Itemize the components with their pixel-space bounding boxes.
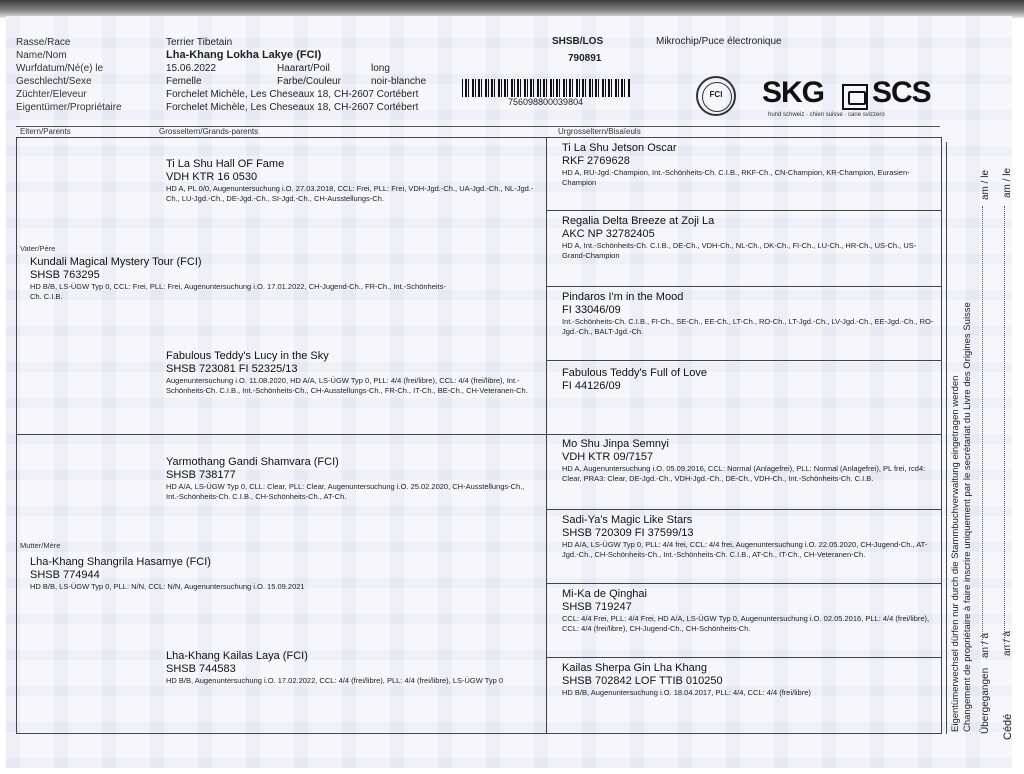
fci-logo-text: FCI	[709, 90, 723, 99]
divider-gg-3	[546, 360, 942, 361]
great-grandparent-tags: HD A, Augenuntersuchung i.O. 05.09.2016, CCL: Normal (Anlagefrei), PLL: Normal (Anlagefrei), PL frei, rcd4: Clear, PRA3: Clear, DE-Jgd.-Ch., VDH-Jgd.-Ch., DE-Ch., VDH-Ch., Int.-Schönheits-Ch. C.I.B.	[562, 464, 926, 483]
grandparent-reg: SHSB 738177	[166, 469, 236, 481]
grandparent-reg: SHSB 723081 FI 52325/13	[166, 363, 298, 375]
role-dam: Mutter/Mère	[20, 541, 61, 550]
label-breed: Rasse/Race	[16, 37, 71, 48]
coat-label: Haarart/Poil	[277, 63, 330, 74]
col-parents: Eltern/Parents	[20, 127, 71, 136]
owner-value: Forchelet Michèle, Les Cheseaux 18, CH-2607 Cortébert	[166, 102, 419, 113]
dam-entry	[30, 556, 450, 592]
divider-gg-5	[546, 509, 942, 510]
great-grandparent-name: Mo Shu Jinpa Semnyi	[562, 438, 669, 450]
microchip-label: Mikrochip/Puce électronique	[656, 36, 782, 47]
great-grandparent-8	[562, 662, 938, 698]
great-grandparent-name: Fabulous Teddy's Full of Love	[562, 367, 707, 379]
grandparent-4	[166, 650, 536, 686]
to-label: an / à	[980, 632, 991, 658]
grandparent-reg: SHSB 744583	[166, 663, 236, 675]
grandparent-tags: HD B/B, Augenuntersuchung i.O. 17.02.2022, CCL: 4/4 (frei/libre), PLL: 4/4 (frei/libre), LS-ÜGW Typ 0	[166, 676, 504, 685]
great-grandparent-tags: HD A/A, LS-ÜGW Typ 0, PLL: 4/4 frei, CCL: 4/4 frei, Augenuntersuchung i.O. 22.05.2020, CH-Jugend-Ch., AT-Jgd.-Ch., CH-Schönheits-Ch., Int.-Schönheits-Ch. C.I.B., AT-Ch., IT-Ch., CH-Veteranen-Ch.	[562, 540, 928, 559]
great-grandparent-reg: AKC NP 32782405	[562, 228, 655, 240]
birth-date-value: 15.06.2022	[166, 63, 217, 74]
great-grandparent-7	[562, 588, 938, 634]
skg-logo: SKG	[762, 76, 825, 109]
great-grandparent-reg: FI 33046/09	[562, 304, 621, 316]
grandparent-3	[166, 456, 536, 502]
great-grandparent-name: Ti La Shu Jetson Oscar	[562, 142, 677, 154]
dam-tags: HD B/B, LS-ÜGW Typ 0, PLL: N/N, CCL: N/N, Augenuntersuchung i.O. 15.09.2021	[30, 582, 305, 591]
divider-gg-7	[546, 657, 942, 658]
col-grandparents: Grosseltern/Grands-parents	[159, 127, 259, 136]
grandparent-1	[166, 158, 536, 204]
grandparent-tags: HD A/A, LS-ÜGW Typ 0, CLL: Clear, PLL: Clear, Augenuntersuchung i.O. 25.02.2020, CH-Ausstellungs-Ch., Int.-Schönheits-Ch. C.I.B., CH-Schönheits-Ch., AT-Ch.	[166, 482, 525, 501]
barcode	[462, 79, 630, 97]
divider-gg-2	[546, 286, 942, 287]
great-grandparent-reg: RKF 2769628	[562, 155, 630, 167]
breeder-value: Forchelet Michèle, Les Cheseaux 18, CH-2607 Cortébert	[166, 89, 419, 100]
great-grandparent-reg: FI 44126/09	[562, 380, 621, 392]
great-grandparent-2	[562, 215, 938, 261]
on-label: am / le	[980, 169, 991, 200]
shsb-number: 790891	[568, 53, 602, 64]
great-grandparent-5	[562, 438, 938, 484]
great-grandparent-4	[562, 367, 938, 393]
fci-logo-icon	[696, 76, 736, 116]
label-birth-date: Wurfdatum/Né(e) le	[16, 63, 104, 74]
ownership-note-fr: Changement de propriétaire à faire inscrire uniquement par le secrétariat du Livre des Origines Suisse	[962, 302, 973, 732]
sire-name: Kundali Magical Mystery Tour (FCI)	[30, 256, 202, 268]
great-grandparent-tags: HD A, RU-Jgd.-Champion, Int.-Schönheits-Ch. C.I.B., RKF-Ch., CN-Champion, KR-Champion, Eurasien-Champion	[562, 168, 910, 187]
grandparent-reg: VDH KTR 16 0530	[166, 171, 258, 183]
coat-value: long	[371, 63, 390, 74]
grandparent-tags: Augenuntersuchung i.O. 11.08.2020, HD A/A, LS-ÜGW Typ 0, PLL: 4/4 (frei/libre), CCL: 4/4 (frei/libre), Int.-Schönheits-Ch. C.I.B., Int.-Schönheits-Ch., CH-Ausstellungs-Ch., FR-Ch., IT-Ch., BE-Ch., CH-Veteranen-Ch.	[166, 376, 528, 395]
scs-logo: SCS	[872, 76, 931, 109]
color-value: noir-blanche	[371, 76, 427, 87]
color-label: Farbe/Couleur	[277, 76, 341, 87]
great-grandparent-3	[562, 291, 938, 337]
great-grandparent-1	[562, 142, 938, 188]
label-name: Name/Nom	[16, 50, 67, 61]
side-divider	[946, 142, 947, 734]
dog-emblem-icon	[842, 84, 868, 110]
divider-sire-dam	[16, 434, 942, 435]
divider-gg-6	[546, 583, 942, 584]
breed-value: Terrier Tibetain	[166, 37, 233, 48]
transferred-label: Übergegangen	[980, 667, 991, 734]
pedigree-certificate	[6, 16, 1012, 768]
grandparent-tags: HD A, PL 0/0, Augenuntersuchung i.O. 27.03.2018, CCL: Frei, PLL: Frei, VDH-Jgd.-Ch., UA-Jgd.-Ch., NL-Jgd.-Ch., LU-Jgd.-Ch., DE-Jgd.-Ch., SI-Jgd.-Ch., CH-Ausstellungs-Ch.	[166, 184, 534, 203]
transferred-fr: Cédé	[1002, 713, 1014, 740]
shsb-label: SHSB/LOS	[552, 36, 604, 47]
label-breeder: Züchter/Eleveur	[16, 89, 87, 100]
dam-reg: SHSB 774944	[30, 569, 100, 581]
divider-vertical	[546, 137, 547, 734]
great-grandparent-tags: HD B/B, Augenuntersuchung i.O. 18.04.2017, PLL: 4/4, CCL: 4/4 (frei/libre)	[562, 688, 811, 697]
sex-value: Femelle	[166, 76, 202, 87]
grandparent-name: Ti La Shu Hall OF Fame	[166, 158, 285, 170]
great-grandparent-reg: SHSB 719247	[562, 601, 632, 613]
great-grandparent-tags: Int.-Schönheits-Ch. C.I.B., FI-Ch., SE-Ch., EE-Ch., LT-Ch., RO-Ch., LT-Jgd.-Ch., LV-Jgd.-Ch., EE-Jgd.-Ch., RO-Jgd.-Ch., BALT-Jgd.-Ch.	[562, 317, 934, 336]
logo-subtitle: hund schweiz · chien suisse · cane svizzero	[768, 112, 885, 118]
transfer-line-1	[982, 206, 983, 646]
ownership-note: Eigentümerwechsel dürfen nur durch die Stammbuchverwaltung eingetragen werden	[950, 375, 961, 732]
divider-gg-1	[546, 210, 942, 211]
transfer-line-2	[1004, 206, 1005, 646]
great-grandparent-name: Kailas Sherpa Gin Lha Khang	[562, 662, 707, 674]
sire-entry	[30, 256, 450, 302]
on-label-2: am / le	[1002, 167, 1013, 198]
great-grandparent-reg: VDH KTR 09/7157	[562, 451, 654, 463]
to-label-2: an / à	[1002, 630, 1013, 656]
grandparent-name: Fabulous Teddy's Lucy in the Sky	[166, 350, 329, 362]
dog-name: Lha-Khang Lokha Lakye (FCI)	[166, 49, 322, 61]
great-grandparent-name: Mi-Ka de Qinghai	[562, 588, 647, 600]
col-great-grandparents: Urgrosseltern/Bisaïeuls	[558, 127, 641, 136]
grandparent-name: Yarmothang Gandi Shamvara (FCI)	[166, 456, 339, 468]
great-grandparent-reg: SHSB 720309 FI 37599/13	[562, 527, 694, 539]
label-sex: Geschlecht/Sexe	[16, 76, 92, 87]
great-grandparent-6	[562, 514, 938, 560]
dam-name: Lha-Khang Shangrila Hasamye (FCI)	[30, 556, 211, 568]
great-grandparent-tags: CCL: 4/4 Frei, PLL: 4/4 Frei, HD A/A, LS-ÜGW Typ 0, Augenuntersuchung i.O. 02.05.2016, PLL: 4/4 (frei/libre), CCL: 4/4 (frei/libre), CH-Jugend-Ch., CH-Schönheits-Ch.	[562, 614, 930, 633]
great-grandparent-name: Pindaros I'm in the Mood	[562, 291, 684, 303]
role-sire: Vater/Père	[20, 244, 56, 253]
grandparent-name: Lha-Khang Kailas Laya (FCI)	[166, 650, 308, 662]
great-grandparent-tags: HD A, Int.-Schönheits-Ch. C.I.B., DE-Ch., VDH-Ch., NL-Ch., DK-Ch., FI-Ch., LU-Ch., HR-Ch., US-Ch., US-Grand-Champion	[562, 241, 917, 260]
label-owner: Eigentümer/Propriétaire	[16, 102, 122, 113]
sire-reg: SHSB 763295	[30, 269, 100, 281]
sire-tags: HD B/B, LS-ÜGW Typ 0, CCL: Frei, PLL: Frei, Augenuntersuchung i.O. 17.01.2022, CH-Jugend-Ch., FR-Ch., Int.-Schönheits-Ch. C.I.B.	[30, 282, 446, 301]
great-grandparent-reg: SHSB 702842 LOF TTIB 010250	[562, 675, 723, 687]
barcode-number: 756098800039804	[508, 97, 584, 107]
great-grandparent-name: Sadi-Ya's Magic Like Stars	[562, 514, 693, 526]
grandparent-2	[166, 350, 536, 396]
great-grandparent-name: Regalia Delta Breeze at Zoji La	[562, 215, 715, 227]
